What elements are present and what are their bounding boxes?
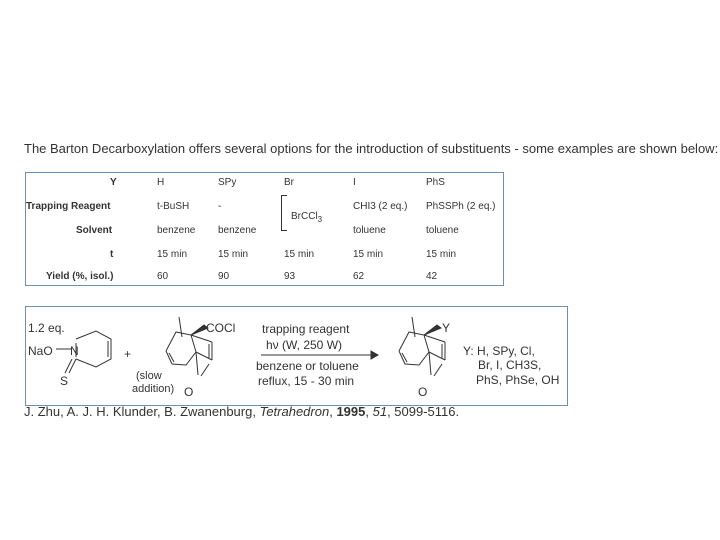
cell-reagent: CHI3 (2 eq.) <box>353 201 408 212</box>
cell-y: Br <box>284 177 294 188</box>
bicyclic-product-structure <box>399 317 445 376</box>
reaction-arrow <box>261 351 378 359</box>
slow-addition-line2: addition) <box>132 383 175 395</box>
cell-time: 15 min <box>284 249 315 260</box>
nitrogen-label: N <box>70 344 79 358</box>
cell-time: 15 min <box>218 249 249 260</box>
cell-reagent: PhSSPh (2 eq.) <box>426 201 496 212</box>
cocl-label: COCl <box>206 321 236 335</box>
subscript: 3 <box>317 215 323 224</box>
arrow-condition-reagent: trapping reagent <box>262 322 350 336</box>
ketone-oxygen-label: O <box>184 385 194 399</box>
cell-yield: 42 <box>426 271 438 282</box>
row-label-solvent: Solvent <box>76 225 113 236</box>
reference-year: 1995 <box>336 404 366 419</box>
arrow-condition-light: hν (W, 250 W) <box>266 338 343 352</box>
reference-comma: , <box>329 404 337 419</box>
cell-time: 15 min <box>353 249 384 260</box>
y-options-line1: Y: H, SPy, Cl, <box>463 344 535 358</box>
conditions-table <box>25 172 504 286</box>
slow-addition-line1: (slow <box>136 370 162 382</box>
cell-solvent: toluene <box>426 225 459 236</box>
page-heading: The Barton Decarboxylation offers several options for the introduction of substituents - some examples are shown below: <box>24 141 719 156</box>
arrow-condition-solvent: benzene or toluene <box>256 359 359 373</box>
reference-authors: J. Zhu, A. J. H. Klunder, B. Zwanenburg, <box>24 404 256 419</box>
reference-volume: 51 <box>372 404 388 419</box>
cell-solvent: toluene <box>353 225 386 236</box>
cell-time: 15 min <box>426 249 457 260</box>
cell-yield: 62 <box>353 271 365 282</box>
cell-y: PhS <box>426 177 445 188</box>
reference-pages: , 5099-5116. <box>387 404 460 419</box>
row-label-trapping-reagent: Trapping Reagent <box>26 201 111 212</box>
cell-y: SPy <box>218 177 237 188</box>
thiopyridone-structure <box>56 331 111 373</box>
row-label-yield: Yield (%, isol.) <box>46 271 114 282</box>
reference-journal: Tetrahedron <box>259 404 330 419</box>
row-label-y: Y <box>110 177 117 188</box>
arrow-condition-time: reflux, 15 - 30 min <box>258 374 355 388</box>
cell-solvent: benzene <box>218 225 257 236</box>
cell-y: H <box>157 177 165 188</box>
y-options-line2: Br, I, CH3S, <box>478 358 542 372</box>
cell-solvent: benzene <box>157 225 196 236</box>
reference-comma: , <box>365 404 373 419</box>
cell-yield: 60 <box>157 271 169 282</box>
cell-yield: 93 <box>284 271 296 282</box>
sulfur-label: S <box>60 374 69 388</box>
product-oxygen-label: O <box>418 385 428 399</box>
literature-reference <box>24 404 459 419</box>
cell-y: I <box>353 177 356 188</box>
cell-yield: 90 <box>218 271 230 282</box>
cell-time: 15 min <box>157 249 188 260</box>
cell-reagent-brccl3: BrCCl$_3$ <box>291 211 323 224</box>
nao-label: NaO <box>28 344 53 358</box>
cell-reagent: t-BuSH <box>157 201 190 212</box>
equiv-label: 1.2 eq. <box>28 321 65 335</box>
reaction-scheme <box>25 306 568 406</box>
row-label-t: t <box>110 249 114 260</box>
cell-reagent: - <box>218 201 222 212</box>
plus-sign: + <box>124 347 132 361</box>
reagent-bracket <box>281 195 287 231</box>
y-options-line3: PhS, PhSe, OH <box>476 373 560 387</box>
product-y-label: Y <box>442 321 451 335</box>
